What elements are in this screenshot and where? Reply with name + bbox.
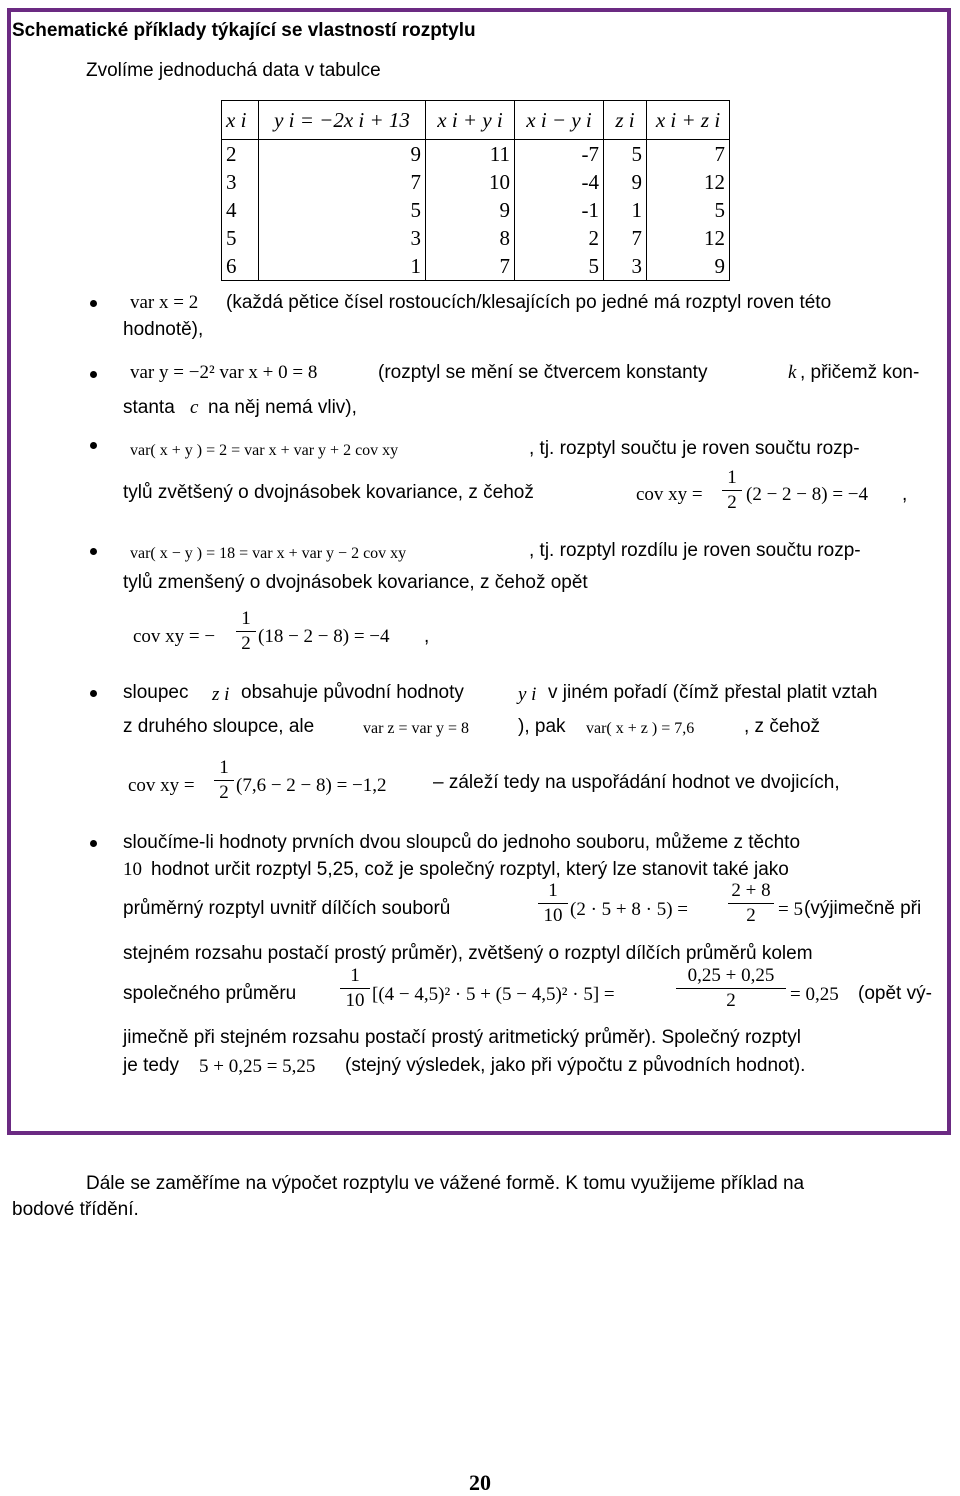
b2-text-2b: na něj nemá vliv), <box>208 397 357 418</box>
b5-text-1b: obsahuje původní hodnoty <box>241 682 464 703</box>
b5-cov-right: (7,6 − 2 − 8) = −1,2 <box>236 775 387 796</box>
table-cell: 11 <box>426 140 515 169</box>
table-cell: 2 <box>222 140 259 169</box>
table-cell: 1 <box>604 196 647 224</box>
b1-math: var x = 2 <box>130 292 199 313</box>
table-cell: 5 <box>222 224 259 252</box>
b5-text-1c: v jiném pořadí (čímž přestal platit vztah <box>548 682 878 703</box>
table-cell: 7 <box>259 168 426 196</box>
bullet-icon <box>90 840 97 847</box>
b6-text-5a: společného průměru <box>123 983 297 1004</box>
table-cell: 4 <box>222 196 259 224</box>
table-cell: 5 <box>604 140 647 169</box>
b3-numerator: 1 <box>727 467 737 488</box>
b3-text-1: , tj. rozptyl součtu je roven součtu rozp- <box>529 438 860 459</box>
bullet-icon <box>90 300 97 307</box>
b4-math: var( x − y ) = 18 = var x + var y − 2 cov xy <box>130 545 407 562</box>
b5-text-1a: sloupec <box>123 682 189 703</box>
b6-f1-numerator: 1 <box>548 880 558 901</box>
data-table <box>221 100 730 281</box>
table-cell: 12 <box>647 224 730 252</box>
b6-g2-denominator: 2 <box>726 990 736 1011</box>
b6-text-5b: (opět vý- <box>858 983 932 1004</box>
b6-text-7a: je tedy <box>123 1055 179 1076</box>
fraction-line <box>236 631 256 632</box>
table-header-row <box>222 101 730 140</box>
b2-k: k <box>788 362 797 383</box>
b4-denominator: 2 <box>241 633 251 654</box>
table-row <box>222 168 730 196</box>
table-cell: 9 <box>604 168 647 196</box>
b2-text-2a: stanta <box>123 397 175 418</box>
table-cell: 7 <box>426 252 515 281</box>
fraction-line <box>722 490 742 491</box>
b6-fraction-4 <box>676 965 786 1012</box>
table-row <box>222 196 730 224</box>
table-cell: -1 <box>515 196 604 224</box>
b2-text-1b: , přičemž kon- <box>800 362 920 383</box>
b5-text-3: – záleží tedy na uspořádání hodnot ve dvojicích, <box>433 772 840 793</box>
table-row <box>222 224 730 252</box>
b6-g1-denominator: 10 <box>345 990 365 1011</box>
header-x: x i <box>222 101 259 140</box>
table-cell: 10 <box>426 168 515 196</box>
fraction-line <box>340 988 370 989</box>
b6-text-7b: (stejný výsledek, jako při výpočtu z původních hodnot). <box>345 1055 806 1076</box>
bullet-icon <box>90 371 97 378</box>
table-cell: 8 <box>426 224 515 252</box>
b6-text-2a: 10 <box>123 859 142 880</box>
header-x-plus-y: x i + y i <box>426 101 515 140</box>
b5-y: y i <box>518 684 537 705</box>
b4-cov-right: (18 − 2 − 8) = −4 <box>258 626 390 647</box>
b6-text-3a: průměrný rozptyl uvnitř dílčích souborů <box>123 898 451 919</box>
b3-cov-right: (2 − 2 − 8) = −4 <box>746 484 869 505</box>
bullet-icon <box>90 690 97 697</box>
b6-text-2b: hodnot určit rozptyl 5,25, což je společný rozptyl, který lze stanovit také jako <box>151 859 789 880</box>
b5-denominator: 2 <box>219 782 229 803</box>
fraction-line <box>538 903 568 904</box>
table-cell: 5 <box>259 196 426 224</box>
b3-comma: , <box>902 484 908 505</box>
b4-cov-left: cov xy = − <box>133 626 216 647</box>
b6-bracket: [(4 − 4,5)² · 5 + (5 − 4,5)² · 5] = <box>372 984 615 1005</box>
b6-fraction-2 <box>728 880 774 927</box>
page-number: 20 <box>469 1470 491 1495</box>
header-x-minus-y: x i − y i <box>515 101 604 140</box>
b4-text-1: , tj. rozptyl rozdílu je roven součtu rozp- <box>529 540 861 561</box>
table-cell: -4 <box>515 168 604 196</box>
b5-text-2c: , z čehož <box>744 716 821 737</box>
table-cell: 12 <box>647 168 730 196</box>
table-cell: 9 <box>259 140 426 169</box>
bullet-icon <box>90 442 97 449</box>
b1-text-1: (každá pětice čísel rostoucích/klesajících po jedné má rozptyl roven této <box>226 292 832 313</box>
b6-text-1: sloučíme-li hodnoty prvních dvou sloupců do jednoho souboru, můžeme z těchto <box>123 832 801 853</box>
table-cell: 5 <box>515 252 604 281</box>
b4-comma: , <box>424 626 430 647</box>
after-text-2: bodové třídění. <box>12 1199 139 1220</box>
bullet-icon <box>90 548 97 555</box>
table-cell: 7 <box>604 224 647 252</box>
b6-f2-denominator: 2 <box>746 905 756 926</box>
table-cell: -7 <box>515 140 604 169</box>
intro-text: Zvolíme jednoduchá data v tabulce <box>86 60 381 81</box>
table-cell: 3 <box>259 224 426 252</box>
b5-text-2b: ), pak <box>518 716 566 737</box>
b6-text-6: jimečně při stejném rozsahu postačí prostý aritmetický průměr). Společný rozptyl <box>123 1027 801 1048</box>
header-z: z i <box>604 101 647 140</box>
b6-f2-numerator: 2 + 8 <box>731 880 771 901</box>
table-cell: 2 <box>515 224 604 252</box>
after-text-1: Dále se zaměříme na výpočet rozptylu ve vážené formě. K tomu využijeme příklad na <box>86 1173 805 1194</box>
table-row <box>222 252 730 281</box>
table-cell: 7 <box>647 140 730 169</box>
b3-cov-left: cov xy = <box>636 484 703 505</box>
b1-text-2: hodnotě), <box>123 319 204 340</box>
b4-text-2: tylů zmenšený o dvojnásobek kovariance, z čehož opět <box>123 572 588 593</box>
b4-numerator: 1 <box>241 608 251 629</box>
b6-mid: (2 · 5 + 8 · 5) = <box>570 899 688 920</box>
b5-numerator: 1 <box>219 757 229 778</box>
b4-fraction <box>236 608 256 655</box>
header-x-plus-z: x i + z i <box>647 101 730 140</box>
fraction-line <box>214 780 234 781</box>
header-y: y i = −2x i + 13 <box>259 101 426 140</box>
b2-text-1: (rozptyl se mění se čtvercem konstanty <box>378 362 708 383</box>
b5-cov-left: cov xy = <box>128 775 195 796</box>
b2-c: c <box>190 397 199 418</box>
box-title: Schematické příklady týkající se vlastností rozptylu <box>12 20 476 41</box>
b5-text-2a: z druhého sloupce, ale <box>123 716 315 737</box>
b6-f1-denominator: 10 <box>543 905 563 926</box>
b6-text-3b: (výjimečně při <box>804 898 922 919</box>
b6-eq025: = 0,25 <box>790 984 839 1005</box>
table-cell: 9 <box>426 196 515 224</box>
b5-math-2: var z = var y = 8 <box>363 720 470 737</box>
table-cell: 3 <box>222 168 259 196</box>
table-row <box>222 140 730 169</box>
table-cell: 5 <box>647 196 730 224</box>
fraction-line <box>728 903 774 904</box>
b6-text-4: stejném rozsahu postačí prostý průměr), zvětšený o rozptyl dílčích průměrů kolem <box>123 943 813 964</box>
table-cell: 3 <box>604 252 647 281</box>
b2-math: var y = −2² var x + 0 = 8 <box>130 362 318 383</box>
b5-fraction <box>214 757 234 804</box>
b5-math-3: var( x + z ) = 7,6 <box>586 720 695 737</box>
table-cell: 1 <box>259 252 426 281</box>
b3-math: var( x + y ) = 2 = var x + var y + 2 cov xy <box>130 442 399 459</box>
b3-denominator: 2 <box>727 492 737 513</box>
fraction-line <box>676 988 786 989</box>
table-cell: 9 <box>647 252 730 281</box>
b6-fraction-3 <box>340 965 370 1012</box>
b5-z: z i <box>212 684 230 705</box>
table-cell: 6 <box>222 252 259 281</box>
b6-eq5: = 5 <box>778 899 803 920</box>
b3-text-2: tylů zvětšený o dvojnásobek kovariance, z čehož <box>123 482 534 503</box>
b6-fraction-1 <box>538 880 568 927</box>
b6-g1-numerator: 1 <box>350 965 360 986</box>
b3-fraction <box>722 467 742 514</box>
b6-math-7: 5 + 0,25 = 5,25 <box>199 1056 316 1077</box>
b6-g2-numerator: 0,25 + 0,25 <box>687 965 775 986</box>
